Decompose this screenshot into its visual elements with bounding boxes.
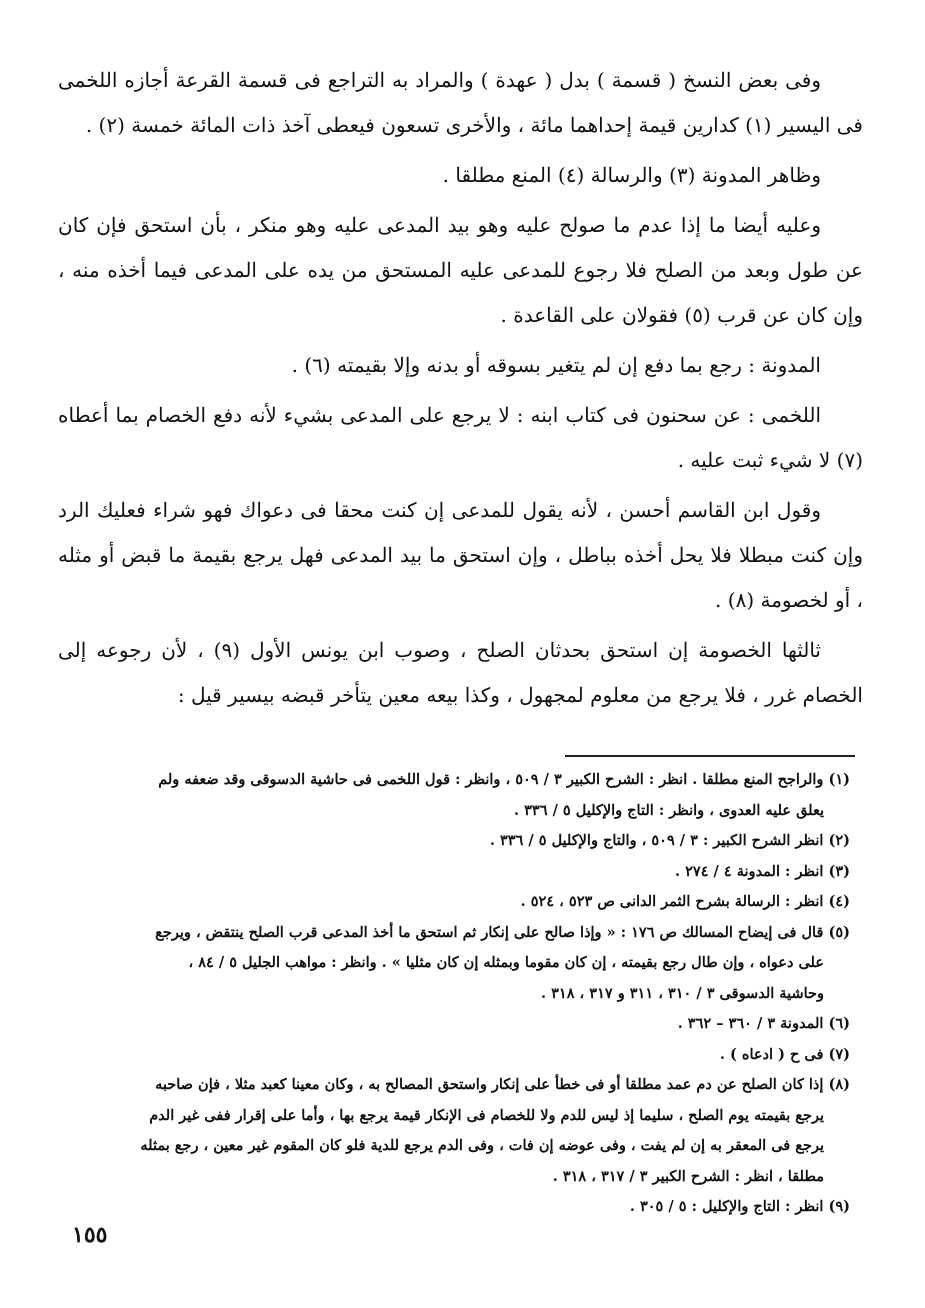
footnote-continuation: يرجع بقيمته يوم الصلح ، سليما إذ ليس للدم ولا للخصام فى الإنكار قيمة يرجع بها ، وأما على إقرار ففى غير الدم (149, 1106, 824, 1124)
paragraph: اللخمى : عن سحنون فى كتاب ابنه : لا يرجع على المدعى بشيء لأنه دفع الخصام بما أعطاه (٧) لا شيء ثبت عليه . (58, 403, 863, 472)
paragraph: ثالثها الخصومة إن استحق بحدثان الصلح ، وصوب ابن يونس الأول (٩) ، لأن رجوعه إلى الخصام غرر ، فلا يرجع من معلوم لمجهول ، وكذا بيعه معين يتأخر قبضه بيسير قيل : (58, 638, 863, 707)
main-text (58, 58, 863, 723)
footnote-text: (٩) انظر : التاج والإكليل : ٥ / ٣٠٥ . (629, 1198, 850, 1215)
footnote-text: (٤) انظر : الرسالة بشرح الثمر الدانى ص ٥٢٣ ، ٥٢٤ . (520, 893, 850, 910)
footnote-text: (٥) قال فى إيضاح المسالك ص ١٧٦ : « وإذا صالح على إنكار ثم استحق ما أخذ المدعى قرب الصلح ينتقض ، ويرجع (155, 923, 850, 941)
footnote (70, 765, 850, 826)
paragraph: وقول ابن القاسم أحسن ، لأنه يقول للمدعى إن كنت محقا فى دعواك فهو شراء فعليك الرد وإن كنت مبطلا فلا يحل أخذه بباطل ، وإن استحق ما بيد المدعى فهل يرجع بقيمة ما قبض أو مثله ، أو لخصومة (٨) . (58, 498, 863, 612)
footnote (70, 1192, 850, 1223)
footnote (70, 1040, 850, 1071)
footnote-continuation: وحاشية الدسوقى ٣ / ٣١٠ ، ٣١١ و ٣١٧ ، ٣١٨ . (541, 984, 824, 1002)
footnote (70, 1070, 850, 1192)
page-number: ١٥٥ (72, 1222, 108, 1248)
footnote-continuation: على دعواه ، وإن طال رجع بقيمته ، إن كان مقوما وبمثله إن كان مثليا » . وانظر : مواهب الجليل ٥ / ٨٤ ، (188, 954, 824, 971)
footnote-continuation: يعلق عليه العدوى ، وانظر : التاج والإكليل ٥ / ٣٣٦ . (514, 801, 824, 819)
footnote-text: (٣) انظر : المدونة ٤ / ٢٧٤ . (675, 862, 850, 880)
footnote-text: (١) والراجح المنع مطلقا . انظر : الشرح الكبير ٣ / ٥٠٩ ، وانظر : قول اللخمى فى حاشية الدسوقى وقد ضعفه ولم (158, 771, 850, 788)
footnote-continuation: يرجع فى المعقر به إن لم يفت ، وفى عوضه إن فات ، وفى الدم يرجع للدية فلو كان المقوم غير معين ، رجع بمثله (140, 1137, 824, 1154)
footnote-continuation: مطلقا ، انظر : الشرح الكبير ٣ / ٣١٧ ، ٣١٨ . (552, 1167, 824, 1185)
footnote (70, 857, 850, 888)
footnotes (70, 765, 850, 1223)
footnote-text: (٧) فى ح ( ادعاه ) . (719, 1045, 850, 1063)
footnote-text: (٨) إذا كان الصلح عن دم عمد مطلقا أو فى خطأ على إنكار واستحق المصالح به ، وكان معينا كعبد مثلا ، فإن صاحبه (155, 1076, 850, 1093)
footnote (70, 1009, 850, 1040)
footnote-text: (٢) انظر الشرح الكبير : ٣ / ٥٠٩ ، والتاج والإكليل ٥ / ٣٣٦ . (489, 832, 850, 849)
footnote-separator (565, 755, 855, 757)
paragraph: وظاهر المدونة (٣) والرسالة (٤) المنع مطلقا . (442, 163, 821, 187)
footnote (70, 887, 850, 918)
footnote-text: (٦) المدونة ٣ / ٣٦٠ – ٣٦٢ . (677, 1015, 850, 1032)
footnote (70, 826, 850, 857)
footnote (70, 918, 850, 1010)
paragraph: المدونة : رجع بما دفع إن لم يتغير بسوقه أو بدنه وإلا بقيمته (٦) . (291, 353, 821, 377)
paragraph: وفى بعض النسخ ( قسمة ) بدل ( عهدة ) والمراد به التراجع فى قسمة القرعة أجازه اللخمى فى اليسير (١) كدارين قيمة إحداهما مائة ، والأخرى تسعون فيعطى آخذ ذات المائة خمسة (٢) . (58, 68, 863, 137)
paragraph: وعليه أيضا ما إذا عدم ما صولح عليه وهو بيد المدعى عليه وهو منكر ، بأن استحق فإن كان عن طول وبعد من الصلح فلا رجوع للمدعى عليه المستحق من يده على المدعى فيما أخذه منه ، وإن كان عن قرب (٥) فقولان على القاعدة . (58, 213, 863, 327)
